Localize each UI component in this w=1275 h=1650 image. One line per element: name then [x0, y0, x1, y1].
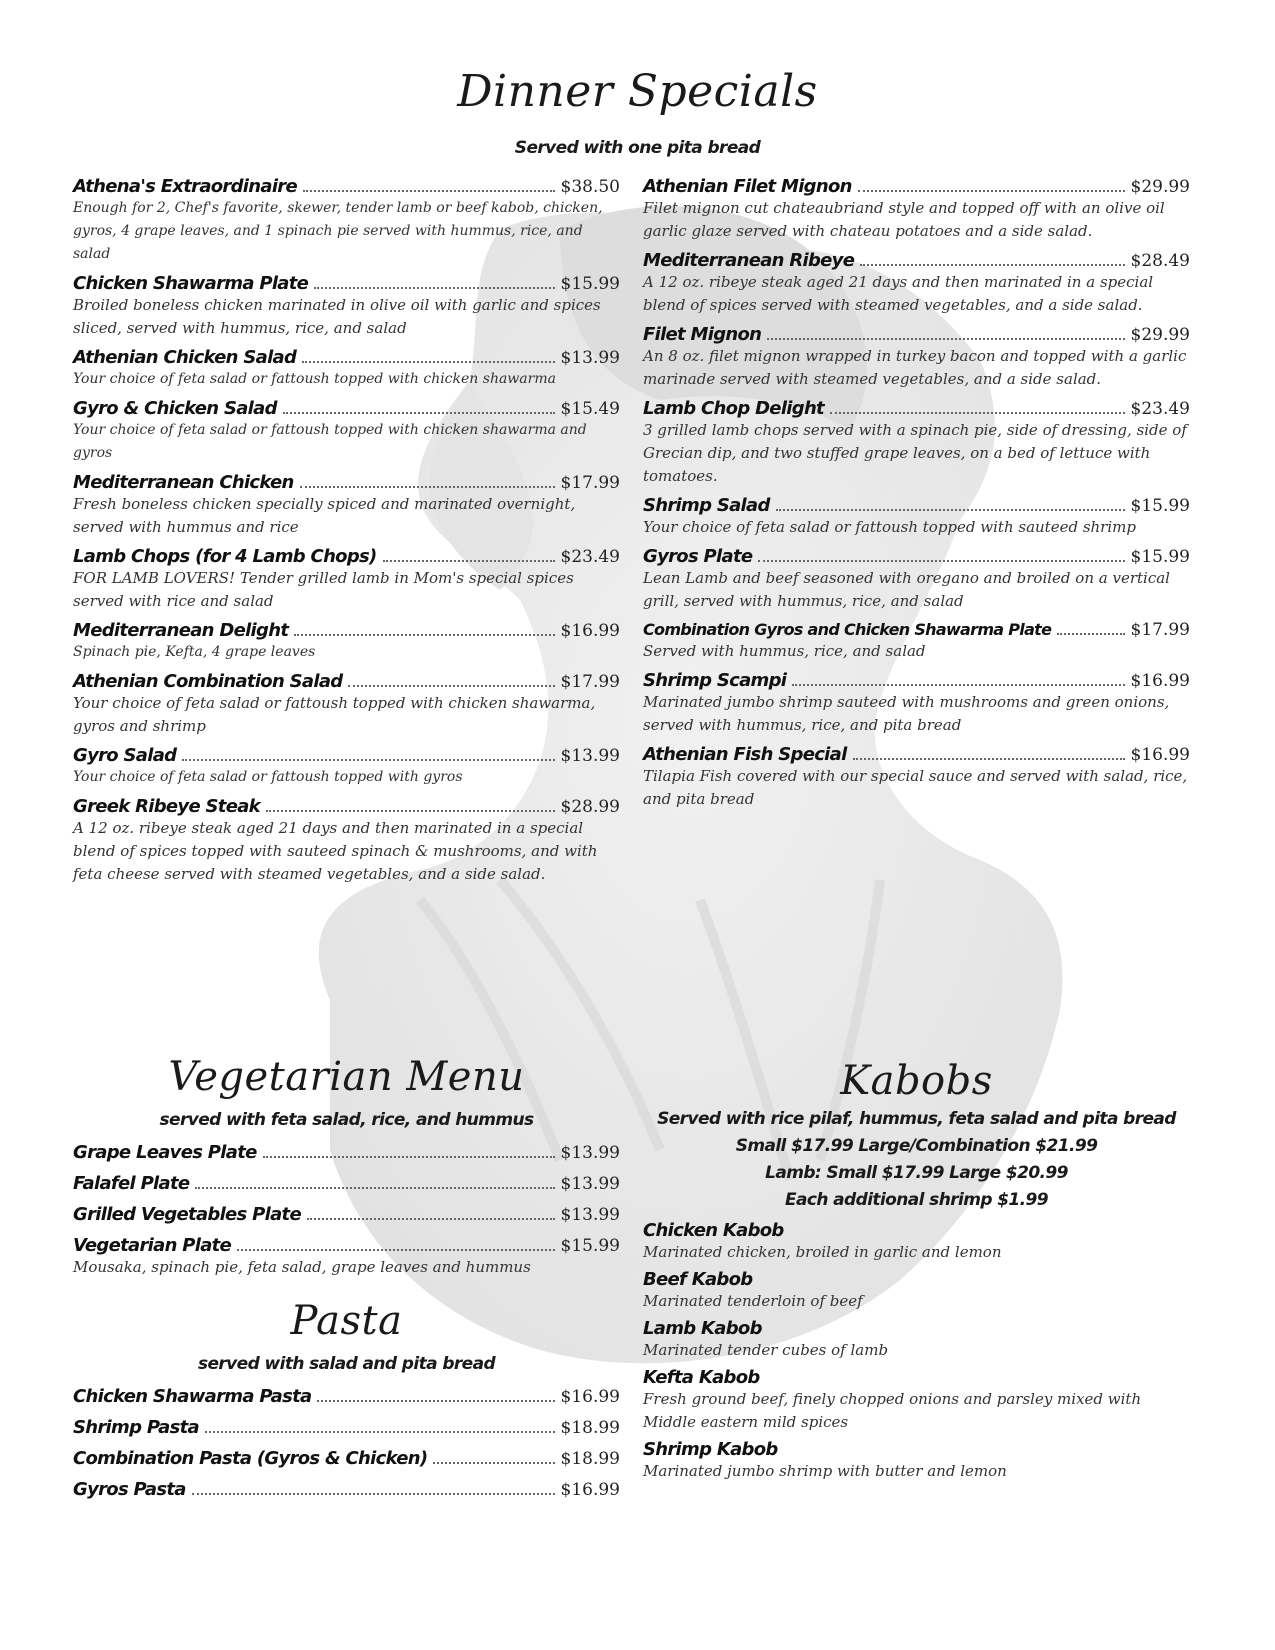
item-name: Kefta Kabob — [643, 1367, 760, 1388]
item-description: A 12 oz. ribeye steak aged 21 days and then marinated in a special blend of spices served with steamed vegetables, and a side salad. — [643, 273, 1154, 314]
item-description: Filet mignon cut chateaubriand style and topped off with an olive oil garlic glaze served with chateau potatoes and a side salad. — [643, 199, 1165, 240]
item-name: Grilled Vegetables Plate — [73, 1204, 301, 1225]
menu-item — [73, 1142, 620, 1163]
item-price: $13.99 — [560, 1174, 620, 1194]
item-description: Your choice of feta salad or fattoush topped with gyros — [73, 769, 463, 785]
kabobs-info-line: Served with rice pilaf, hummus, feta salad and pita bread — [657, 1109, 1176, 1129]
leader-dots — [303, 190, 555, 192]
item-name: Lamb Kabob — [643, 1318, 762, 1339]
item-description: Marinated tender cubes of lamb — [643, 1341, 889, 1359]
kabobs-title: Kabobs — [840, 1058, 993, 1104]
item-description: FOR LAMB LOVERS! Tender grilled lamb in Mom's special spices served with rice and salad — [73, 569, 574, 610]
item-price: $28.99 — [560, 797, 620, 817]
item-price: $38.50 — [560, 177, 620, 197]
item-name: Chicken Kabob — [643, 1220, 784, 1241]
leader-dots — [237, 1249, 554, 1251]
item-name: Lamb Chops (for 4 Lamb Chops) — [73, 546, 377, 567]
leader-dots — [830, 412, 1125, 414]
item-description: Fresh ground beef, finely chopped onions and parsley mixed with Middle eastern mild spices — [643, 1390, 1142, 1431]
item-price: $13.99 — [560, 348, 620, 368]
item-name: Gyros Plate — [643, 546, 753, 567]
item-price: $16.99 — [560, 1480, 620, 1500]
menu-item — [643, 670, 1190, 737]
item-price: $15.49 — [560, 399, 620, 419]
item-name: Chicken Shawarma Plate — [73, 273, 309, 294]
menu-item — [643, 1220, 1190, 1264]
leader-dots — [317, 1400, 554, 1402]
item-price: $16.99 — [1130, 745, 1190, 765]
item-price: $15.99 — [1130, 547, 1190, 567]
item-name: Athenian Filet Mignon — [643, 176, 852, 197]
item-price: $13.99 — [560, 1205, 620, 1225]
item-description: 3 grilled lamb chops served with a spinach pie, side of dressing, side of Grecian dip, and two stuffed grape leaves, on a bed of lettuce with tomatoes. — [643, 421, 1187, 485]
menu-item — [643, 744, 1190, 811]
menu-item — [73, 745, 620, 789]
item-price: $18.99 — [560, 1418, 620, 1438]
leader-dots — [307, 1218, 555, 1220]
item-price: $23.49 — [560, 547, 620, 567]
item-name: Shrimp Salad — [643, 495, 770, 516]
menu-item — [73, 1479, 620, 1500]
menu-item — [73, 1173, 620, 1194]
item-name: Chicken Shawarma Pasta — [73, 1386, 312, 1407]
item-name: Grape Leaves Plate — [73, 1142, 257, 1163]
item-description: Marinated chicken, broiled in garlic and lemon — [643, 1243, 1002, 1261]
leader-dots — [205, 1431, 555, 1433]
menu-item — [643, 250, 1190, 317]
item-price: $15.99 — [1130, 496, 1190, 516]
item-description: Spinach pie, Kefta, 4 grape leaves — [73, 644, 316, 660]
item-description: Lean Lamb and beef seasoned with oregano and broiled on a vertical grill, served with hummus, rice, and salad — [643, 569, 1170, 610]
menu-item — [73, 546, 620, 613]
item-description: Your choice of feta salad or fattoush topped with chicken shawarma — [73, 371, 556, 387]
menu-item — [643, 1367, 1190, 1434]
menu-item — [643, 1269, 1190, 1313]
item-description: Tilapia Fish covered with our special sauce and served with salad, rice, and pita bread — [643, 767, 1188, 808]
leader-dots — [776, 509, 1125, 511]
item-description: Fresh boneless chicken specially spiced and marinated overnight, served with hummus and rice — [73, 495, 576, 536]
item-description: Your choice of feta salad or fattoush topped with sauteed shrimp — [643, 518, 1136, 536]
item-price: $17.99 — [1130, 620, 1190, 640]
leader-dots — [314, 287, 554, 289]
menu-item — [643, 1318, 1190, 1362]
item-name: Shrimp Kabob — [643, 1439, 778, 1460]
item-name: Filet Mignon — [643, 324, 762, 345]
leader-dots — [792, 684, 1124, 686]
menu-item — [643, 398, 1190, 488]
item-description: Served with hummus, rice, and salad — [643, 642, 926, 660]
item-price: $13.99 — [560, 1143, 620, 1163]
menu-item — [643, 1439, 1190, 1483]
pasta-subtitle: served with salad and pita bread — [197, 1354, 496, 1374]
item-name: Gyro & Chicken Salad — [73, 398, 277, 419]
menu-item — [73, 347, 620, 391]
item-price: $17.99 — [560, 672, 620, 692]
kabobs-info — [643, 1106, 1190, 1214]
leader-dots — [853, 758, 1125, 760]
leader-dots — [858, 190, 1125, 192]
leader-dots — [300, 486, 555, 488]
menu-item — [73, 620, 620, 664]
item-description: Broiled boneless chicken marinated in olive oil with garlic and spices sliced, served with hummus, rice, and salad — [73, 296, 601, 337]
item-name: Falafel Plate — [73, 1173, 190, 1194]
item-name: Gyro Salad — [73, 745, 177, 766]
item-name: Mediterranean Chicken — [73, 472, 294, 493]
item-description: Marinated jumbo shrimp with butter and lemon — [643, 1462, 1007, 1480]
item-price: $28.49 — [1130, 251, 1190, 271]
dinner-specials-subtitle: Served with one pita bread — [514, 138, 761, 158]
item-name: Gyros Pasta — [73, 1479, 186, 1500]
item-price: $15.99 — [560, 1236, 620, 1256]
leader-dots — [767, 338, 1124, 340]
leader-dots — [195, 1187, 554, 1189]
item-price: $16.99 — [560, 621, 620, 641]
vegetarian-menu-subtitle: served with feta salad, rice, and hummus — [159, 1110, 534, 1130]
menu-item — [643, 620, 1190, 663]
leader-dots — [383, 560, 555, 562]
leader-dots — [302, 361, 554, 363]
menu-item — [643, 324, 1190, 391]
menu-item — [73, 176, 620, 266]
leader-dots — [182, 759, 554, 761]
item-name: Beef Kabob — [643, 1269, 753, 1290]
item-name: Lamb Chop Delight — [643, 398, 824, 419]
menu-item — [643, 546, 1190, 613]
menu-item — [73, 472, 620, 539]
item-description: Enough for 2, Chef's favorite, skewer, tender lamb or beef kabob, chicken, gyros, 4 grape leaves, and 1 spinach pie served with hummus, rice, and salad — [73, 200, 603, 262]
item-name: Shrimp Pasta — [73, 1417, 199, 1438]
item-description: Marinated jumbo shrimp sauteed with mushrooms and green onions, served with hummus, rice, and pita bread — [643, 693, 1170, 734]
item-description: Your choice of feta salad or fattoush topped with chicken shawarma and gyros — [73, 422, 587, 461]
kabobs-info-line: Lamb: Small $17.99 Large $20.99 — [765, 1163, 1068, 1183]
item-name: Athenian Combination Salad — [73, 671, 343, 692]
pasta-title: Pasta — [290, 1298, 403, 1344]
item-name: Combination Gyros and Chicken Shawarma Plate — [643, 620, 1052, 639]
leader-dots — [433, 1462, 554, 1464]
item-name: Greek Ribeye Steak — [73, 796, 260, 817]
item-price: $17.99 — [560, 473, 620, 493]
leader-dots — [266, 810, 555, 812]
menu-item — [73, 1235, 620, 1279]
leader-dots — [1057, 633, 1124, 635]
menu-item — [73, 671, 620, 738]
item-price: $16.99 — [560, 1387, 620, 1407]
item-name: Mediterranean Delight — [73, 620, 289, 641]
leader-dots — [294, 634, 554, 636]
menu-item — [643, 176, 1190, 243]
item-price: $29.99 — [1130, 177, 1190, 197]
menu-item — [73, 1204, 620, 1225]
item-price: $18.99 — [560, 1449, 620, 1469]
item-name: Athena's Extraordinaire — [73, 176, 297, 197]
item-description: Your choice of feta salad or fattoush topped with chicken shawarma, gyros and shrimp — [73, 694, 596, 735]
dinner-specials-title: Dinner Specials — [457, 66, 818, 117]
leader-dots — [263, 1156, 555, 1158]
leader-dots — [192, 1493, 555, 1495]
item-price: $15.99 — [560, 274, 620, 294]
leader-dots — [758, 560, 1124, 562]
vegetarian-menu-title: Vegetarian Menu — [168, 1054, 525, 1100]
item-name: Mediterranean Ribeye — [643, 250, 855, 271]
leader-dots — [348, 685, 554, 687]
item-description: A 12 oz. ribeye steak aged 21 days and then marinated in a special blend of spices topped with sauteed spinach & mushrooms, and with feta cheese served with steamed vegetables, and a side salad. — [73, 819, 598, 883]
item-description: An 8 oz. filet mignon wrapped in turkey bacon and topped with a garlic marinade served with steamed vegetables, and a side salad. — [643, 347, 1187, 388]
item-price: $16.99 — [1130, 671, 1190, 691]
menu-item — [643, 495, 1190, 539]
item-name: Athenian Fish Special — [643, 744, 847, 765]
kabobs-info-line: Each additional shrimp $1.99 — [785, 1190, 1048, 1210]
item-price: $13.99 — [560, 746, 620, 766]
item-name: Shrimp Scampi — [643, 670, 787, 691]
menu-item — [73, 1386, 620, 1407]
item-name: Athenian Chicken Salad — [73, 347, 297, 368]
menu-item — [73, 398, 620, 465]
item-description: Mousaka, spinach pie, feta salad, grape leaves and hummus — [73, 1258, 531, 1276]
leader-dots — [860, 264, 1124, 266]
menu-item — [73, 1448, 620, 1469]
item-description: Marinated tenderloin of beef — [643, 1292, 863, 1310]
menu-item — [73, 273, 620, 340]
item-name: Vegetarian Plate — [73, 1235, 232, 1256]
menu-item — [73, 796, 620, 886]
item-price: $29.99 — [1130, 325, 1190, 345]
menu-item — [73, 1417, 620, 1438]
item-price: $23.49 — [1130, 399, 1190, 419]
kabobs-info-line: Small $17.99 Large/Combination $21.99 — [735, 1136, 1098, 1156]
leader-dots — [283, 412, 555, 414]
item-name: Combination Pasta (Gyros & Chicken) — [73, 1448, 428, 1469]
